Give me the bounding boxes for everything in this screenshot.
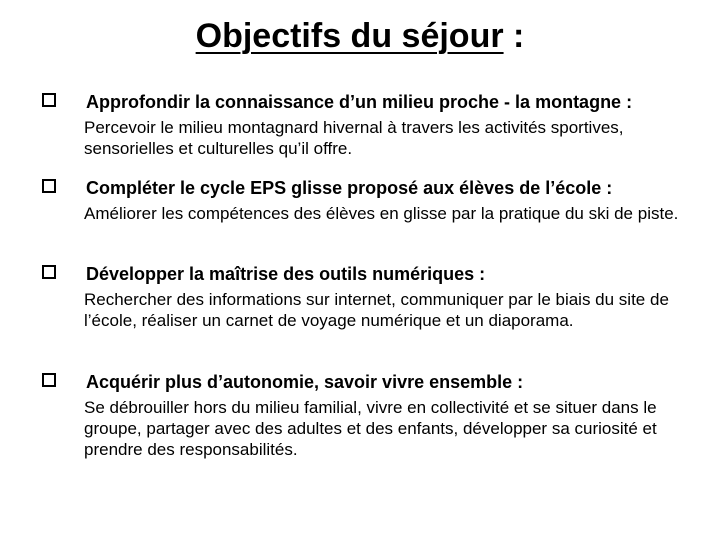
hollow-square-bullet-icon bbox=[42, 373, 56, 387]
objective-description: Se débrouiller hors du milieu familial, vivre en collectivité et se situer dans le groupe, partager avec des adultes et des enfants, développer sa curiosité et prendre des responsabilités. bbox=[84, 398, 657, 459]
slide-title-main: Objectifs du séjour bbox=[195, 17, 504, 55]
objective-heading: Compléter le cycle EPS glisse proposé aux élèves de l’école : bbox=[86, 178, 613, 198]
objective-description: Rechercher des informations sur internet, communiquer par le biais du site de l’école, réaliser un carnet de voyage numérique et un diaporama. bbox=[84, 290, 669, 330]
slide-title-suffix: : bbox=[503, 17, 525, 55]
hollow-square-bullet-icon bbox=[42, 93, 56, 107]
objective-heading: Développer la maîtrise des outils numériques : bbox=[86, 264, 486, 284]
hollow-square-bullet-icon bbox=[42, 179, 56, 193]
objective-heading: Approfondir la connaissance d’un milieu proche - la montagne : bbox=[86, 92, 633, 112]
objective-description: Améliorer les compétences des élèves en glisse par la pratique du ski de piste. bbox=[84, 204, 679, 223]
objective-heading: Acquérir plus d’autonomie, savoir vivre ensemble : bbox=[86, 372, 524, 392]
hollow-square-bullet-icon bbox=[42, 265, 56, 279]
objective-description: Percevoir le milieu montagnard hivernal à travers les activités sportives, sensorielles et culturelles qu’il offre. bbox=[84, 118, 624, 158]
slide-title bbox=[0, 14, 720, 58]
